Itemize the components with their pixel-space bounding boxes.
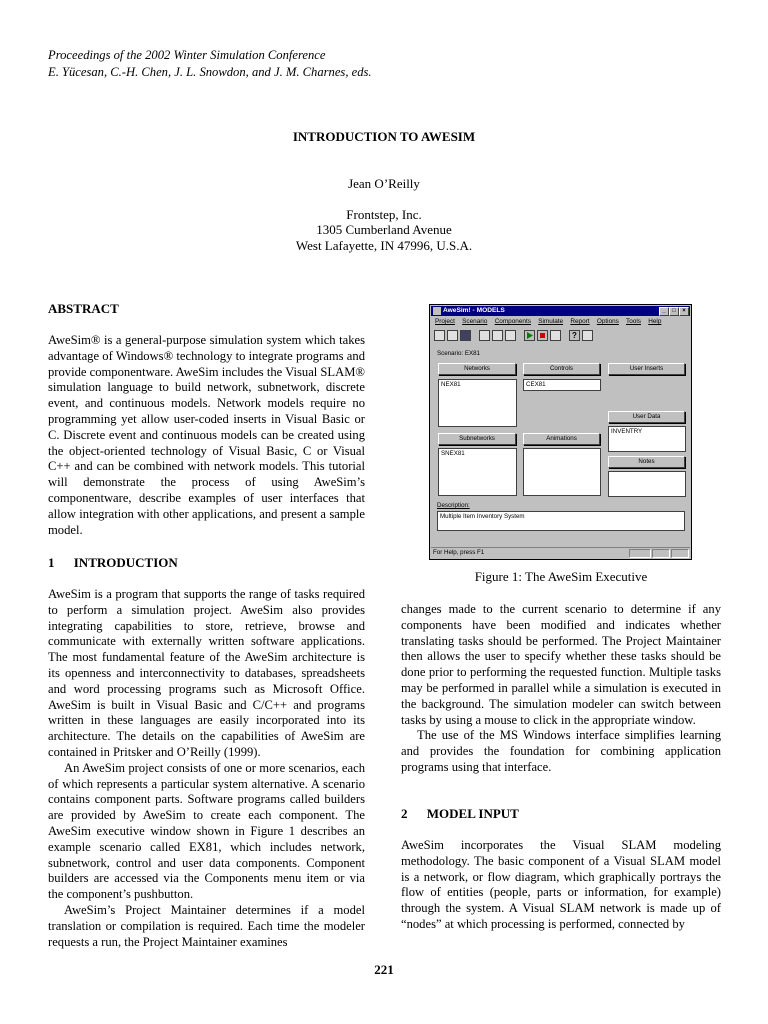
intro-body-left (48, 587, 365, 950)
user-data-list[interactable] (608, 426, 686, 452)
window-titlebar (431, 306, 690, 316)
status-cell-2 (652, 549, 670, 558)
copy-icon[interactable] (479, 330, 490, 341)
description-label: Description: (437, 502, 470, 509)
menu-scenario[interactable]: Scenario (462, 318, 488, 325)
model-input-body (401, 838, 721, 933)
abstract-paragraph: AweSim® is a general-purpose simulation system which takes advantage of Windows® technology to integrate programs and provide componentware. AweSim includes the Visual SLAM® simulation language to build network, subnetwork, discrete event, and continuous models. Network models require no programming yet allow user-coded inserts in Visual Basic or C. Discrete event and continuous models can be created using the object-oriented technology of Visual Basic, C or Visual C++ and can be combined with network models. This tutorial will demonstrate the process of using AweSim’s componentware, describe examples of user interfaces that allow integration with other applications, and present a sample model. (48, 333, 365, 537)
menu-simulate[interactable]: Simulate (538, 318, 564, 325)
networks-list[interactable] (438, 379, 517, 427)
author-name: Jean O’Reilly (348, 176, 420, 191)
intro-paragraph-5: The use of the MS Windows interface simplifies learning and provides the foundation for combining application programs using that interface. (401, 728, 721, 774)
controls-button[interactable]: Controls (523, 363, 600, 375)
affiliation-street: 1305 Cumberland Avenue (316, 222, 452, 237)
menu-components[interactable]: Components (494, 318, 531, 325)
run-icon[interactable] (524, 330, 535, 341)
description-value[interactable]: Multiple Item Inventory System (440, 513, 525, 520)
abstract-heading: ABSTRACT (48, 301, 119, 316)
controls-list[interactable] (523, 379, 601, 391)
menu-tools[interactable]: Tools (626, 318, 641, 325)
open-icon[interactable] (447, 330, 458, 341)
subnetworks-list[interactable] (438, 448, 517, 496)
user-data-list-item[interactable]: INVENTRY (611, 428, 643, 435)
window-title: AweSim! - MODELS (443, 307, 505, 314)
page-number: 221 (374, 962, 394, 977)
networks-list-item[interactable]: NEX81 (441, 381, 461, 388)
abstract-text (48, 333, 365, 538)
status-cell-1 (629, 549, 651, 558)
maximize-icon[interactable]: □ (669, 307, 679, 316)
close-icon[interactable]: × (679, 307, 689, 316)
controls-list-item[interactable]: CEX81 (526, 381, 546, 388)
notes-button[interactable]: Notes (608, 456, 685, 468)
subnetworks-button[interactable]: Subnetworks (438, 433, 516, 445)
scenario-label: Scenario: EX81 (437, 350, 480, 357)
paper-title: INTRODUCTION TO AWESIM (292, 129, 476, 144)
stop-icon[interactable] (537, 330, 548, 341)
user-inserts-button[interactable]: User Inserts (608, 363, 685, 375)
model-input-heading (401, 806, 519, 822)
menu-project[interactable]: Project (435, 318, 455, 325)
notes-area[interactable] (608, 471, 686, 497)
model-input-title: MODEL INPUT (426, 806, 519, 821)
status-text: For Help, press F1 (433, 549, 485, 556)
intro-heading (48, 555, 178, 571)
intro-paragraph-2: An AweSim project consists of one or more scenarios, each of which represents a particular system alternative. A scenario contains component parts. Software programs called builders are provided by AweSim to create each component. The AweSim executive window shown in Figure 1 describes an example scenario called EX81, which includes network, subnetwork, control and user data components. Component builders are accessed via the Components menu item or via the component’s pushbutton. (48, 760, 365, 902)
awesim-executive-window (429, 304, 692, 560)
editors-line: E. Yücesan, C.-H. Chen, J. L. Snowdon, and J. M. Charnes, eds. (48, 65, 372, 79)
save-icon[interactable] (460, 330, 471, 341)
print-preview-icon[interactable] (492, 330, 503, 341)
networks-button[interactable]: Networks (438, 363, 516, 375)
app-icon (433, 307, 441, 315)
intro-body-right (401, 602, 721, 776)
new-icon[interactable] (434, 330, 445, 341)
subnetworks-list-item[interactable]: SNEX81 (441, 450, 465, 457)
context-help-icon[interactable] (582, 330, 593, 341)
proceedings-line: Proceedings of the 2002 Winter Simulation Conference (48, 48, 326, 62)
animations-button[interactable]: Animations (523, 433, 600, 445)
animations-list[interactable] (523, 448, 601, 496)
menu-report[interactable]: Report (570, 318, 590, 325)
intro-paragraph-4: changes made to the current scenario to determine if any components have been modified and indicates whether translating tasks should be performed. The Project Maintainer then allows the user to specify whether these tasks should be done prior to performing the requested function. Multiple tasks may be performed in parallel while a simulation is executed in the background. The simulation modeler can switch between tasks by using a mouse to click in the appropriate window. (401, 602, 721, 727)
model-input-paragraph-1: AweSim incorporates the Visual SLAM modeling methodology. The basic component of a Visual SLAM model is a network, or flow diagram, which graphically portrays the flow of entities (people, parts or information, for example) through the system. A Visual SLAM network is made up of “nodes” at which processing is performed, connected by (401, 838, 721, 931)
clipboard-icon[interactable] (505, 330, 516, 341)
status-bar (431, 547, 690, 558)
intro-paragraph-1: AweSim is a program that supports the range of tasks required to perform a simulation project. AweSim also provides integrating capabilities to store, retrieve, browse and communicate with externally written software applications. The most fundamental feature of the AweSim architecture is its openness and interconnectivity to databases, spreadsheets and word processing programs such as Microsoft Office. AweSim is built in Visual Basic and C/C++ and programs written in these languages are easily incorporated into its architecture. The details on the capabilities of AweSim are contained in Pritsker and O’Reilly (1999). (48, 587, 365, 759)
status-cell-3 (671, 549, 689, 558)
intro-title: INTRODUCTION (73, 555, 178, 570)
help-icon[interactable]: ? (569, 330, 580, 341)
intro-number: 1 (48, 555, 55, 570)
user-data-button[interactable]: User Data (608, 411, 685, 423)
menu-bar (435, 318, 667, 327)
report-icon[interactable] (550, 330, 561, 341)
affiliation-city: West Lafayette, IN 47996, U.S.A. (295, 238, 473, 253)
affiliation-org: Frontstep, Inc. (346, 207, 422, 222)
description-field[interactable] (437, 511, 685, 531)
minimize-icon[interactable]: _ (659, 307, 669, 316)
figure-caption: Figure 1: The AweSim Executive (474, 569, 648, 584)
menu-help[interactable]: Help (648, 318, 662, 325)
menu-options[interactable]: Options (596, 318, 619, 325)
model-input-number: 2 (401, 806, 408, 821)
intro-paragraph-3: AweSim’s Project Maintainer determines if a model translation or compilation is required. Each time the modeler requests a run, the Project Maintainer examines (48, 902, 365, 949)
